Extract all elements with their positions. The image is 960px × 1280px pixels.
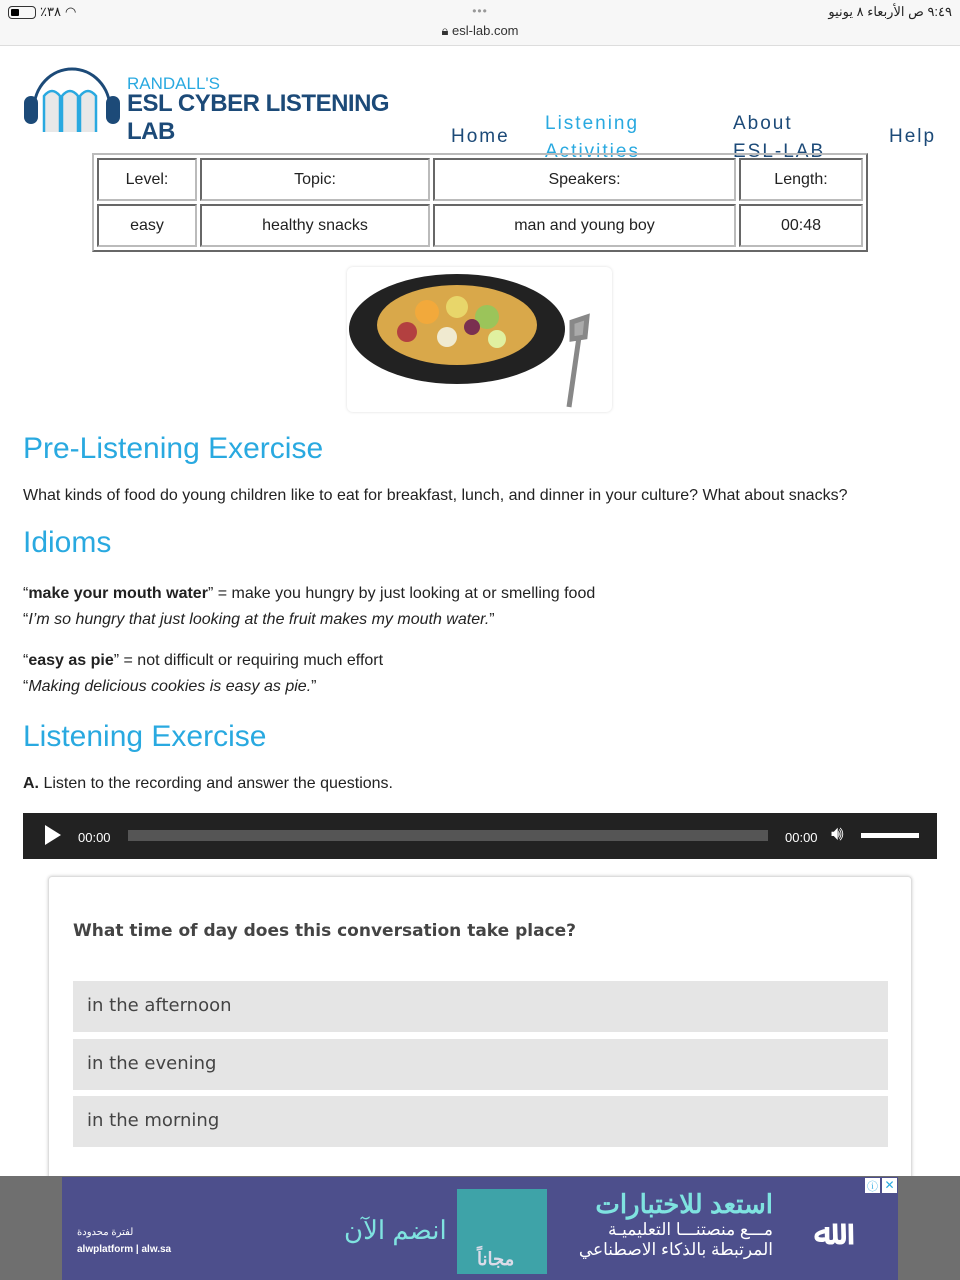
header-length: Length: <box>739 158 863 201</box>
section-label: A. <box>23 775 39 792</box>
volume-icon[interactable]: 🔊︎ <box>831 823 844 845</box>
answer-option[interactable]: in the evening <box>73 1039 888 1090</box>
ad-banner[interactable] <box>62 1177 898 1280</box>
logo-line2: ESL CYBER LISTENING LAB <box>127 90 390 145</box>
ad-logo: ﷲ <box>814 1214 834 1252</box>
battery-level: ٪٣٨ <box>40 4 61 19</box>
more-icon[interactable]: ••• <box>472 4 488 18</box>
value-length: 00:48 <box>739 204 863 247</box>
nav-home[interactable]: Home <box>451 126 510 147</box>
value-speakers: man and young boy <box>433 204 736 247</box>
volume-slider[interactable] <box>861 833 919 838</box>
nav-label: ESL-LAB <box>733 141 826 162</box>
ad-badge: مجاناً <box>477 1249 515 1269</box>
ad-cta[interactable]: انضم الآن <box>344 1215 447 1245</box>
pre-listening-text: What kinds of food do young children like to eat for breakfast, lunch, and dinner in your culture? What about snacks? <box>23 487 848 504</box>
wifi-icon: ◠ <box>64 4 77 19</box>
idiom-example: I’m so hungry that just looking at the fruit makes my mouth water. <box>28 611 490 628</box>
ad-info-icon[interactable]: ⓘ <box>865 1178 880 1193</box>
value-level: easy <box>97 204 197 247</box>
nav-label: Activities <box>545 141 640 162</box>
fruit-salad-image <box>347 267 612 412</box>
answer-option[interactable]: in the morning <box>73 1096 888 1147</box>
header-topic: Topic: <box>200 158 430 201</box>
idiom-definition: = make you hungry by just looking at or smelling food <box>213 585 596 602</box>
nav-label: Listening <box>545 113 640 134</box>
listening-heading: Listening Exercise <box>23 720 267 753</box>
idiom-example: Making delicious cookies is easy as pie. <box>28 678 312 695</box>
answer-option[interactable]: in the afternoon <box>73 981 888 1032</box>
play-button[interactable] <box>45 825 61 845</box>
ad-overlay <box>0 1176 960 1280</box>
ad-headline: استعد للاختبارات <box>595 1189 773 1219</box>
browser-status-bar <box>0 0 960 46</box>
nav-help[interactable]: Help <box>889 126 937 147</box>
header-speakers: Speakers: <box>433 158 736 201</box>
listening-instruction <box>23 775 393 793</box>
idiom-definition: = not difficult or requiring much effort <box>119 652 384 669</box>
quiz-question: What time of day does this conversation take place? <box>73 921 577 941</box>
url-bar[interactable] <box>0 23 960 39</box>
ad-handles: alwplatform | alw.sa <box>77 1244 172 1255</box>
logo-line1: RANDALL'S <box>127 74 221 93</box>
idiom-item: “make your mouth water” = make you hungry by just looking at or smelling food “I’m so hungry that just looking at the fruit makes my mouth water.” <box>23 585 596 628</box>
headphones-book-icon <box>22 54 122 134</box>
ad-subtext: مـــع منصتنـــا التعليميـة <box>608 1220 773 1239</box>
site-header <box>0 46 960 162</box>
value-topic: healthy snacks <box>200 204 430 247</box>
site-logo[interactable] <box>22 54 442 145</box>
info-table <box>92 153 868 252</box>
quiz-card <box>48 876 912 1196</box>
lock-icon: 🔒︎ <box>441 23 449 38</box>
seek-bar[interactable] <box>128 830 768 841</box>
ad-illustration <box>457 1189 547 1274</box>
ad-close-icon[interactable]: ✕ <box>882 1178 897 1193</box>
nav-label: About <box>733 113 793 134</box>
ad-limited: لفترة محدودة <box>77 1227 134 1238</box>
url-text: esl-lab.com <box>452 23 519 38</box>
audio-player <box>23 813 937 859</box>
duration: 00:00 <box>785 830 818 845</box>
header-level: Level: <box>97 158 197 201</box>
idiom-item: “easy as pie” = not difficult or requiring much effort “Making delicious cookies is easy as pie.” <box>23 652 384 695</box>
instruction-text: Listen to the recording and answer the questions. <box>39 775 393 792</box>
idiom-term: easy as pie <box>28 652 114 669</box>
pre-listening-heading: Pre-Listening Exercise <box>23 432 324 465</box>
idioms-heading: Idioms <box>23 526 112 559</box>
ad-subtext: المرتبطة بالذكاء الاصطناعي <box>578 1240 773 1259</box>
current-time: 00:00 <box>78 830 111 845</box>
idiom-term: make your mouth water <box>28 585 208 602</box>
clock: ٩:٤٩ ص الأربعاء ٨ يونيو <box>828 4 952 19</box>
